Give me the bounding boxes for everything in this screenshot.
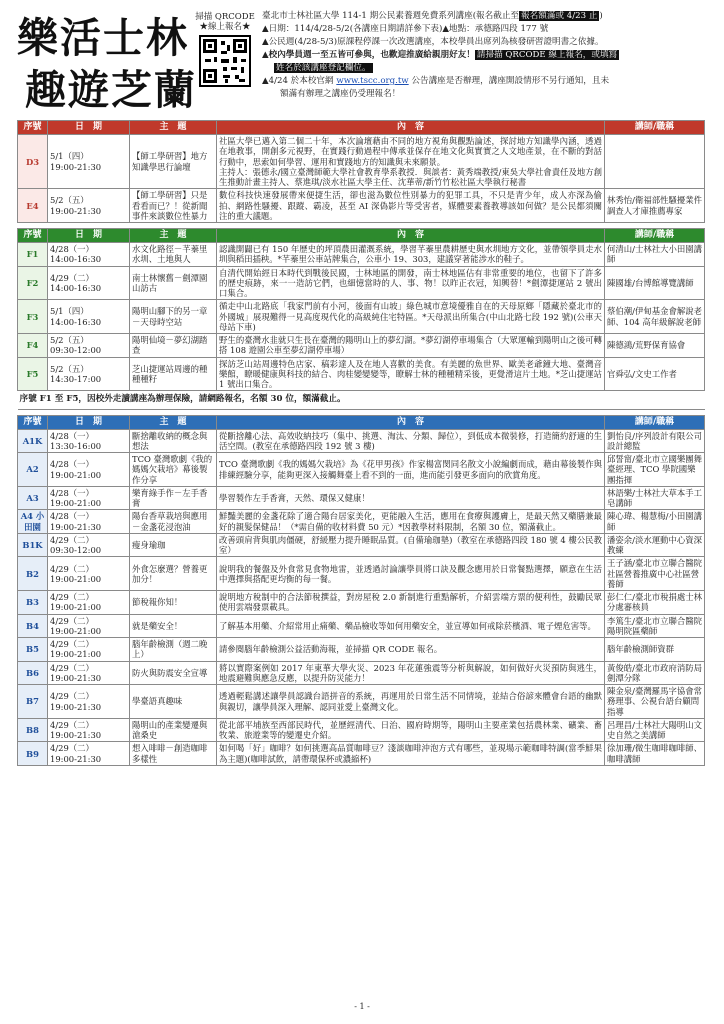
lecture-date: 4/28（一） 19:00-21:00 xyxy=(48,486,130,510)
lecture-date: 4/28（一） 19:00-21:30 xyxy=(48,510,130,534)
info-line-4: ▲校內學員週一至五皆可參與，也歡迎推廣給親朋好友！ 請掃描 QRCODE 線上報名，或填寫 xyxy=(262,50,618,60)
info-line-3: ▲公民週(4/28-5/3)原課程停課一次改選講座，本校學員出席列為核發研習證明書之依據。 xyxy=(262,37,604,47)
section2-body xyxy=(18,243,705,391)
lecture-topic: 防火與防震安全宣導 xyxy=(130,661,217,685)
lecture-code: B8 xyxy=(18,718,48,742)
lecture-speaker: 徐加珊/微生咖啡咖啡師、咖啡講師 xyxy=(605,742,705,766)
lecture-speaker: 林秀怡/衛福部性騷擾業件調查人才庫推薦專家 xyxy=(605,189,705,223)
lecture-speaker: 李篤生/臺北市立聯合醫院陽明院區藥師 xyxy=(605,614,705,638)
lecture-code: B6 xyxy=(18,661,48,685)
section2-note: 序號 F1 至 F5，因校外走讀講座為辦理保險，請網路報名，名額 30 位，額滿截止。 xyxy=(18,391,705,409)
qr-block[interactable] xyxy=(194,10,256,120)
lecture-topic: TCO 臺灣歌劇《我的媽媽欠栽培》幕後製作分享 xyxy=(130,453,217,487)
table-row xyxy=(18,685,705,719)
lecture-content: 說明我的餐盤及外食常見食物地雷，並透過討論讓學員將口訣及觀念應用於日常餐點選擇，願意在生活中選擇與搭配更均衡的每一餐。 xyxy=(217,557,605,591)
lecture-speaker: 蔡伯潮/伊甸基金會解說老師、104 高年級解說老師 xyxy=(605,300,705,334)
lecture-topic: 【師工學研習】只是看看而已？！從新聞事件來談數位性暴力 xyxy=(130,189,217,223)
lecture-topic: 陽明仙境－夢幻湖踏查 xyxy=(130,334,217,358)
lecture-speaker: 陳金泉/臺灣羅馬字協會常務理事、公視台語台顧問指導 xyxy=(605,685,705,719)
lecture-speaker: 何清山/士林社大小田園講師 xyxy=(605,243,705,267)
col-topic: 主 題 xyxy=(130,229,217,243)
col-content: 內 容 xyxy=(217,121,605,135)
lecture-speaker: 林語樂/士林社大草本手工皂講師 xyxy=(605,486,705,510)
lecture-code: A4 小田園 xyxy=(18,510,48,534)
lecture-content: 探訪芝山站周邊特色店家、稿彩達人及在地人喜歡的美食。有美麗的魚世界、歐美老爺鐘大地、臺灣音樂館，瞭暖健康與科技的結合、肉桂變變變等，瞭解士林的種種精采後，更覺滑這片土地。*芝山捷運站 1 號出口集合。 xyxy=(217,357,605,391)
lecture-content: 從斷捨離心法、高效收納技巧（集中、挑選、淘汰、分類、歸位），到低成本微裝修，打造簡約舒適的生活空間。(教室在承德路四段 192 號 3 樓) xyxy=(217,429,605,453)
lecture-date: 4/29（二） 09:30-12:00 xyxy=(48,533,130,557)
col-date: 日 期 xyxy=(48,229,130,243)
lecture-topic: 斷捨離收納的概念與想法 xyxy=(130,429,217,453)
register-highlight: 請掃描 QRCODE 線上報名，或填寫 xyxy=(476,50,618,60)
deadline-highlight: 報名額滿或 4/23 止 xyxy=(521,11,598,21)
lecture-topic: 外食怎麼選？營養更加分！ xyxy=(130,557,217,591)
title-line-1: 樂活士林 xyxy=(17,14,189,62)
lecture-date: 5/2（五） 19:00-21:30 xyxy=(48,189,130,223)
lecture-content: 了解基本用藥、介紹常用止痛藥、藥品檢收等如何用藥安全，並宣導如何戒除菸檳酒、電子煙危害等。 xyxy=(217,614,605,638)
lecture-topic: 瘦身瑜珈 xyxy=(130,533,217,557)
col-speaker: 講師/職稱 xyxy=(605,229,705,243)
lecture-topic: 陽明山腳下的另一章－天母時空站 xyxy=(130,300,217,334)
title-line-2: 趣遊芝蘭 xyxy=(25,66,197,114)
qr-label-1: 掃描 QRCODE xyxy=(195,12,255,22)
lecture-topic: 就是藥安全！ xyxy=(130,614,217,638)
lecture-date: 4/28（一） 14:00-16:30 xyxy=(48,243,130,267)
table-row xyxy=(18,334,705,358)
table-row xyxy=(18,357,705,391)
lecture-date: 4/29（二） 19:00-21:00 xyxy=(48,557,130,591)
lecture-speaker: 官舜弘/文史工作者 xyxy=(605,357,705,391)
lecture-topic: 想入啡啡－創造咖啡多樣性 xyxy=(130,742,217,766)
lecture-code: A1K xyxy=(18,429,48,453)
lecture-content: 如何喝「好」咖啡？如何挑選高品質咖啡豆？淺談咖啡沖泡方式有哪些，並現場示範咖啡特調(當季鮮果為主題)(咖啡試飲，請帶環保杯或濃縮杯) xyxy=(217,742,605,766)
lecture-code: F1 xyxy=(18,243,48,267)
col-no: 序號 xyxy=(18,415,48,429)
lecture-content: 自清代開始經日本時代到戰後民國，士林地區的開發，南士林地區佔有非常重要的地位，也留下了許多的歷史痕跡，來一一造訪它們，也細憶當時的人、事、物！以昨正衣冠，知興替！*劍潭捷運站 2 號出口集合。 xyxy=(217,266,605,300)
lecture-topic: 樂育綠手作－左手香膏 xyxy=(130,486,217,510)
table-row xyxy=(18,266,705,300)
lecture-content: 鮮豔美麗的金盞花除了適合陽台居家美化，更能融入生活，應用在食療與護膚上，是最天然又藥膳兼最好的親髮保健品！（*需自備的收材料費 50 元）*因教學材料限制，名額 30 位，額滿截止。 xyxy=(217,510,605,534)
lecture-speaker: 陳國雄/台博館導覽講師 xyxy=(605,266,705,300)
lecture-topic: 芝山捷運站周邊的種種種籽 xyxy=(130,357,217,391)
lecture-date: 5/1（四） 14:00-16:30 xyxy=(48,300,130,334)
lecture-topic: 節稅報你知！ xyxy=(130,591,217,615)
lecture-content: 認識開闢已有 150 年歷史的坪頂農田灌溉系統，學習芊蓁里農耕歷史與水圳地方文化，並帶領學員走水圳與稻田插秧。*芊蓁里公車站牌集合，公車小 19、303，建議穿著能涉水的鞋子。 xyxy=(217,243,605,267)
lecture-date: 4/29（二） 19:00-21:00 xyxy=(48,591,130,615)
lecture-code: B2 xyxy=(18,557,48,591)
table-row xyxy=(18,486,705,510)
col-no: 序號 xyxy=(18,121,48,135)
qr-code-icon[interactable] xyxy=(199,35,251,87)
lecture-topic: 南士林懷舊－劍潭園山訪古 xyxy=(130,266,217,300)
lecture-date: 4/29（二） 19:00-21:30 xyxy=(48,718,130,742)
lecture-date: 4/29（二） 19:00-21:30 xyxy=(48,661,130,685)
col-topic: 主 題 xyxy=(130,415,217,429)
info-block xyxy=(256,10,704,120)
table-header-row xyxy=(18,121,705,135)
table-row xyxy=(18,614,705,638)
lecture-speaker: 陳德鴻/荒野保育協會 xyxy=(605,334,705,358)
lecture-code: B4 xyxy=(18,614,48,638)
table-row xyxy=(18,429,705,453)
lecture-content: TCO 臺灣歌劇《我的媽媽欠栽培》為《花甲男孩》作家楊富閔同名散文小說編劇而成，藉由幕後製作與排練經驗分享，能夠更深入接觸舞臺上看不到的一面，進而能引發更多面向的欣賞角度。 xyxy=(217,453,605,487)
table-row xyxy=(18,661,705,685)
lecture-date: 4/29（二） 19:00-21:30 xyxy=(48,685,130,719)
lecture-date: 4/29（二） 19:00-21:30 xyxy=(48,742,130,766)
table-row xyxy=(18,533,705,557)
lecture-content: 野生的臺灣水韭就只生長在臺灣的陽明山上的夢幻湖。*夢幻湖停車場集合（大眾運輸到陽明山之後可轉搭 108 遊園公車至夢幻湖停車場） xyxy=(217,334,605,358)
info-line-1: 臺北市士林社區大學 114-1 期公民素養週免費系列講座(報名截止至 報名額滿或 4/23 止 ) xyxy=(262,11,603,21)
lecture-date: 5/1（四） 19:00-21:30 xyxy=(48,135,130,189)
info-line-7: 額滿有辦理之講座仍受理報名！ xyxy=(280,89,401,99)
lecture-speaker: 劉怡良/序列設計有限公司設計總監 xyxy=(605,429,705,453)
lecture-content: 從北部平埔族至西部民時代，並歷經清代、日治、國府時期等，陽明山主要產業包括農林業、礦業、畜牧業、旅遊業等的變遷史介紹。 xyxy=(217,718,605,742)
table-row xyxy=(18,638,705,662)
col-speaker: 講師/職稱 xyxy=(605,415,705,429)
col-content: 內 容 xyxy=(217,229,605,243)
lecture-code: D3 xyxy=(18,135,48,189)
lecture-content: 請參閱腦年齡檢測公益活動海報，並掃描 QR CODE 報名。 xyxy=(217,638,605,662)
lecture-speaker xyxy=(605,135,705,189)
lecture-topic: 水文化路徑－芊蓁里水圳、土地與人 xyxy=(130,243,217,267)
lecture-date: 4/28（一） 13:30-16:00 xyxy=(48,429,130,453)
lecture-code: F3 xyxy=(18,300,48,334)
title-block xyxy=(17,10,197,120)
lecture-date: 4/29（二） 14:00-16:30 xyxy=(48,266,130,300)
col-topic: 主 題 xyxy=(130,121,217,135)
lecture-speaker: 呂理昌/士林社大陽明山文史自然之美講師 xyxy=(605,718,705,742)
lecture-content: 改善頭肩背與肌肉僵硬，舒緩壓力提升睡眠品質。(自備瑜珈墊)（教室在承德路四段 180 號 4 樓公民教室） xyxy=(217,533,605,557)
lecture-topic: 陽明山的產業變遷與滄桑史 xyxy=(130,718,217,742)
lecture-content: 將以實際案例如 2017 年東華大學火災、2023 年花蓮強震等分析與解說，如何做好火災預防與逃生，地震避難與應急反應，以提升防災能力！ xyxy=(217,661,605,685)
info-line-2: ▲日期：114/4/28-5/2(各講座日期請詳參下表)▲地點：承德路四段 177 號 xyxy=(262,24,549,34)
lecture-code: A2 xyxy=(18,453,48,487)
lecture-date: 5/2（五） 09:30-12:00 xyxy=(48,334,130,358)
info-line-5: 姓名於該講座登記欄位。 xyxy=(276,63,371,73)
lecture-date: 4/29（二） 19:00-21:00 xyxy=(48,638,130,662)
lecture-code: B1K xyxy=(18,533,48,557)
table-row xyxy=(18,189,705,223)
lecture-date: 5/2（五） 14:30-17:00 xyxy=(48,357,130,391)
lecture-content: 學習製作左手香膏，天然、環保又健康！ xyxy=(217,486,605,510)
table-row xyxy=(18,300,705,334)
section2-note-row xyxy=(18,391,705,409)
lecture-content: 數位科技快速發展帶來便捷生活，卻也滋為數位性別暴力的犯罪工具，不只是青少年，成人亦深為偷拍、網路性騷擾、跟蹤、霸凌，甚至 AI 深偽影片等受害者，媒體要素養教導該如何做？是公民都須關注的重大議題。 xyxy=(217,189,605,223)
lecture-content: 循走中山北路底「我家門前有小河，後面有山坡」綠色城市意境優雅自在的天母原鄉「隱藏於臺北市的外國城」展現難得一見高度現代化的高級純住宅特區。*天母派出所集合(中山北路七段 192 號)(公車天母站下車) xyxy=(217,300,605,334)
lecture-speaker: 腦年齡檢測師資群 xyxy=(605,638,705,662)
header xyxy=(17,10,704,120)
lecture-code: B9 xyxy=(18,742,48,766)
lecture-content: 說明地方稅制中的合法節稅撰益，對房屋稅 2.0 新制進行重點解析，介紹雲端方票的便利性，鼓勵民眾使用雲端發票載具。 xyxy=(217,591,605,615)
lecture-code: B5 xyxy=(18,638,48,662)
lecture-speaker: 陳心瑋、楊慧梅/小田園講師 xyxy=(605,510,705,534)
lecture-speaker: 黃俊皓/臺北市政府消防局劍潭分隊 xyxy=(605,661,705,685)
table-row xyxy=(18,243,705,267)
lecture-speaker: 潘姿余/淡水運動中心資深教練 xyxy=(605,533,705,557)
table-row xyxy=(18,453,705,487)
table-row xyxy=(18,557,705,591)
table-header-row xyxy=(18,415,705,429)
table-section-1 xyxy=(17,120,705,223)
table-row xyxy=(18,742,705,766)
table-row xyxy=(18,591,705,615)
section1-body xyxy=(18,135,705,223)
website-link[interactable]: www.tscc.org.tw xyxy=(336,76,409,86)
lecture-speaker: 邱誓甯/臺北市立國樂團舞臺經理、TCO 學院國樂團指揮 xyxy=(605,453,705,487)
col-date: 日 期 xyxy=(48,121,130,135)
table-header-row xyxy=(18,229,705,243)
lecture-topic: 【師工學研習】地方知識學思行論壇 xyxy=(130,135,217,189)
lecture-date: 4/29（二） 19:00-21:00 xyxy=(48,614,130,638)
lecture-content: 透過輕鬆講述讓學員認識台語拼音的系統，再運用於日常生活不同情境，並結合俗諺來體會台語的幽默與親切，讓學員深入理解、認同並愛上臺灣文化。 xyxy=(217,685,605,719)
lecture-code: A3 xyxy=(18,486,48,510)
qr-label-2: ★線上報名★ xyxy=(199,22,251,32)
lecture-code: F2 xyxy=(18,266,48,300)
lecture-code: B3 xyxy=(18,591,48,615)
table-row xyxy=(18,510,705,534)
table-row xyxy=(18,718,705,742)
lecture-topic: 陽台香草栽培與應用－金盞花浸泡油 xyxy=(130,510,217,534)
table-row xyxy=(18,135,705,189)
lecture-code: F5 xyxy=(18,357,48,391)
col-content: 內 容 xyxy=(217,415,605,429)
col-date: 日 期 xyxy=(48,415,130,429)
lecture-speaker: 彭仁仁/臺北市稅捐處士林分處審核員 xyxy=(605,591,705,615)
page-number: - 1 - xyxy=(354,1002,370,1011)
lecture-speaker: 王子涵/臺北市立聯合醫院社區營養推廣中心社區營養師 xyxy=(605,557,705,591)
lecture-content: 社區大學已邁入第二個二十年，本次論壇藉由不同的地方視角與觀點論述，探討地方知識學內涵，透過在地教事，開創多元視野，在實踐行動過程中傳承並保存在地文化與實實之人文地產景，在不斷的對話行動中，思索如何學習、運用和實踐地方的知識與未來願景。 主持人：張德永/國立臺灣師範大學社會教育學系教授．與談者：黃秀端教授/東吳大學社會責任及地方創生推動計畫主持人、蔡進琪/淡水社區大學主任、沈華蒂/新竹竹松社區大學執行秘書 xyxy=(217,135,605,189)
col-speaker: 講師/職稱 xyxy=(605,121,705,135)
table-section-2 xyxy=(17,228,705,410)
lecture-code: E4 xyxy=(18,189,48,223)
lecture-date: 4/28（一） 19:00-21:00 xyxy=(48,453,130,487)
section3-body xyxy=(18,429,705,765)
lecture-code: B7 xyxy=(18,685,48,719)
lecture-topic: 學臺語真趣味 xyxy=(130,685,217,719)
info-line-6: ▲4/24 於本校官網 www.tscc.org.tw 公告講座是否辦理，講座開設情形不另行通知，且未 xyxy=(262,76,610,86)
lecture-topic: 腦年齡檢測（週二晚上） xyxy=(130,638,217,662)
lecture-code: F4 xyxy=(18,334,48,358)
table-section-3 xyxy=(17,415,705,766)
col-no: 序號 xyxy=(18,229,48,243)
